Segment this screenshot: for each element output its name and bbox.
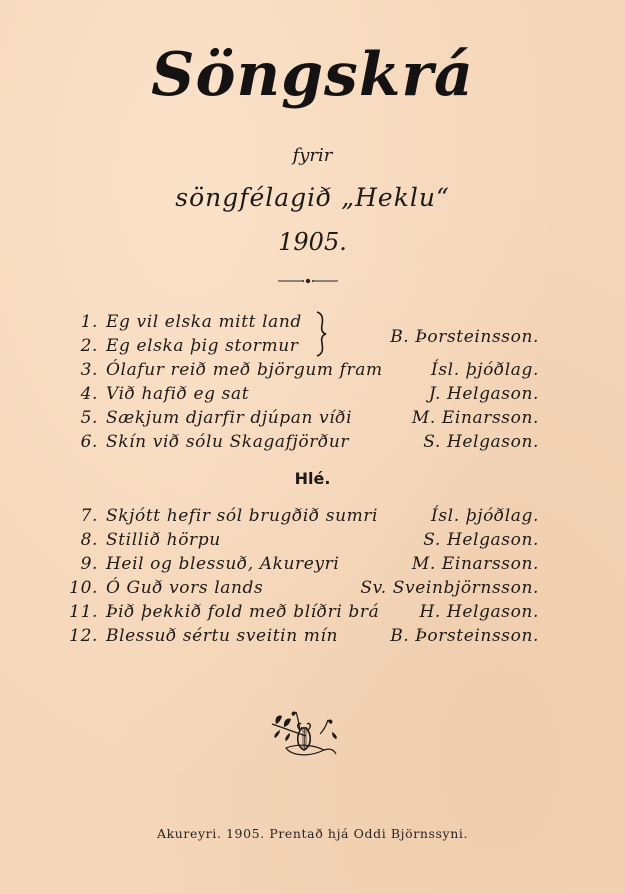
composer: Ísl. þjóðlag. <box>431 506 539 526</box>
composer: Sv. Sveinbjörnsson. <box>360 578 539 598</box>
subtitle-prefix: fyrir <box>292 145 333 166</box>
composer: J. Helgason. <box>428 384 539 404</box>
program-item <box>0 626 625 650</box>
composer: Ísl. þjóðlag. <box>431 360 539 380</box>
item-number: 10. <box>69 578 98 598</box>
item-number: 7. <box>80 506 98 526</box>
composer: B. Þorsteinsson. <box>390 626 539 646</box>
song-title: Stillið hörpu <box>106 530 221 550</box>
item-number: 11. <box>69 602 98 622</box>
composer: M. Einarsson. <box>411 554 539 574</box>
song-title: Skín við sólu Skagafjörður <box>106 432 350 452</box>
society-name: söngfélagið „Heklu“ <box>175 183 450 212</box>
composer: H. Helgason. <box>419 602 539 622</box>
program-item <box>0 408 625 432</box>
item-number: 2. <box>80 336 98 356</box>
item-number: 5. <box>80 408 98 428</box>
song-title: Sækjum djarfir djúpan víði <box>106 408 353 428</box>
program-item <box>0 432 625 456</box>
item-number: 3. <box>80 360 98 380</box>
song-title: Ó Guð vors lands <box>106 578 264 598</box>
program-item <box>0 554 625 578</box>
printer-imprint: Akureyri. 1905. Prentað hjá Oddi Björnssyni. <box>156 826 469 841</box>
dotted-rule-ornament-icon <box>278 277 338 285</box>
composer: S. Helgason. <box>423 530 539 550</box>
program-item <box>0 578 625 602</box>
song-title: Heil og blessuð, Akureyri <box>106 554 340 574</box>
shared-composer: B. Þorsteinsson. <box>390 327 539 347</box>
song-title: Blessuð sértu sveitin mín <box>106 626 339 646</box>
intermission-heading: Hlé. <box>294 469 331 488</box>
program-item <box>0 384 625 408</box>
lyre-with-leaves-icon <box>266 704 342 760</box>
item-number: 6. <box>80 432 98 452</box>
brace-icon <box>314 311 328 357</box>
program-item <box>0 530 625 554</box>
item-number: 1. <box>80 312 98 332</box>
program-item <box>0 506 625 530</box>
item-number: 8. <box>80 530 98 550</box>
composer: M. Einarsson. <box>411 408 539 428</box>
song-title: Skjótt hefir sól brugðið sumri <box>106 506 379 526</box>
page-title: Söngskrá <box>151 40 474 110</box>
item-number: 9. <box>80 554 98 574</box>
item-number: 12. <box>69 626 98 646</box>
song-title: Við hafið eg sat <box>106 384 250 404</box>
song-title: Þið þekkið fold með blíðri brá <box>106 602 380 622</box>
song-title: Eg vil elska mitt land <box>106 312 302 332</box>
item-number: 4. <box>80 384 98 404</box>
program-year: 1905. <box>278 228 347 256</box>
composer: S. Helgason. <box>423 432 539 452</box>
song-title: Ólafur reið með björgum fram <box>106 360 383 380</box>
song-title: Eg elska þig stormur <box>106 336 299 356</box>
program-item <box>0 360 625 384</box>
program-item <box>0 602 625 626</box>
